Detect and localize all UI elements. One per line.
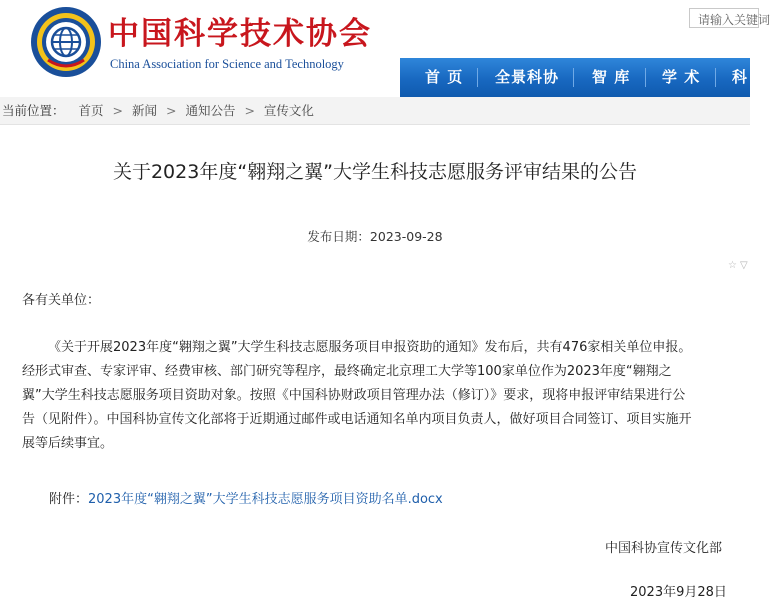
attachment-link[interactable]: 2023年度“翱翔之翼”大学生科技志愿服务项目资助名单.docx xyxy=(88,492,443,507)
nav-divider xyxy=(573,68,574,87)
body-line: 告（见附件）。中国科协宣传文化部将于近期通过邮件或电话通知名单内项目负责人，做好项目合同签订、项目实施开 xyxy=(22,412,692,427)
nav-divider xyxy=(645,68,646,87)
body-line: 《关于开展2023年度“翱翔之翼”大学生科技志愿服务项目申报资助的通知》发布后，共有476家相关单位申报。 xyxy=(48,340,692,355)
site-logo[interactable] xyxy=(0,0,400,97)
breadcrumb xyxy=(0,97,750,125)
article-title: 关于2023年度“翱翔之翼”大学生科技志愿服务评审结果的公告 xyxy=(112,161,638,183)
body-line: 翼”大学生科技志愿服务项目资助对象。按照《中国科协财政项目管理办法（修订）》要求，现将申报评审结果进行公 xyxy=(22,388,686,403)
body-line: 经形式审查、专家评审、经费审核、部门研究等程序，最终确定北京理工大学等100家单位作为2023年度“翱翔之 xyxy=(22,364,672,379)
nav-divider xyxy=(715,68,716,87)
attachment-label: 附件： xyxy=(49,492,89,507)
nav-divider xyxy=(477,68,478,87)
breadcrumb-news-link[interactable]: 新闻 xyxy=(131,103,157,118)
attachment xyxy=(49,488,443,507)
share-icon[interactable]: ☆ xyxy=(728,260,740,271)
breadcrumb-notices-link[interactable]: 通知公告 xyxy=(185,103,236,118)
signature-date: 2023年9月28日 xyxy=(630,585,727,600)
share-more-icon[interactable]: ▽ xyxy=(739,260,751,271)
body-line: 展等后续事宜。 xyxy=(22,436,114,451)
share-icons[interactable] xyxy=(728,260,751,271)
brand-name-en: China Association for Science and Technology xyxy=(110,57,344,71)
publish-date-label: 发布日期： xyxy=(307,229,370,244)
site-header xyxy=(0,0,770,97)
breadcrumb-separator: > xyxy=(244,103,255,118)
nav-item-overview[interactable]: 全景科协 xyxy=(495,68,560,86)
publish-date-value: 2023-09-28 xyxy=(369,229,443,244)
breadcrumb-lead: 当前位置： xyxy=(2,103,65,118)
article-body xyxy=(22,336,750,456)
salutation: 各有关单位： xyxy=(22,293,101,308)
nav-item-thinktank[interactable]: 智 库 xyxy=(592,68,631,86)
nav-item-academic[interactable]: 学 术 xyxy=(662,68,701,86)
nav-item-science[interactable]: 科 xyxy=(732,68,749,86)
cast-seal-logo-icon xyxy=(30,6,102,78)
publish-date xyxy=(0,227,750,245)
brand-name-cn: 中国科学技术协会 xyxy=(108,16,372,52)
search-input[interactable]: 请输入关键词 xyxy=(689,8,759,28)
nav-item-home[interactable]: 首 页 xyxy=(425,68,464,86)
breadcrumb-separator: > xyxy=(112,103,123,118)
breadcrumb-separator: > xyxy=(165,103,177,118)
breadcrumb-culture-link[interactable]: 宣传文化 xyxy=(263,103,314,118)
breadcrumb-home-link[interactable]: 首页 xyxy=(78,103,104,118)
main-nav xyxy=(400,58,750,97)
signature: 中国科协宣传文化部 xyxy=(605,541,723,556)
